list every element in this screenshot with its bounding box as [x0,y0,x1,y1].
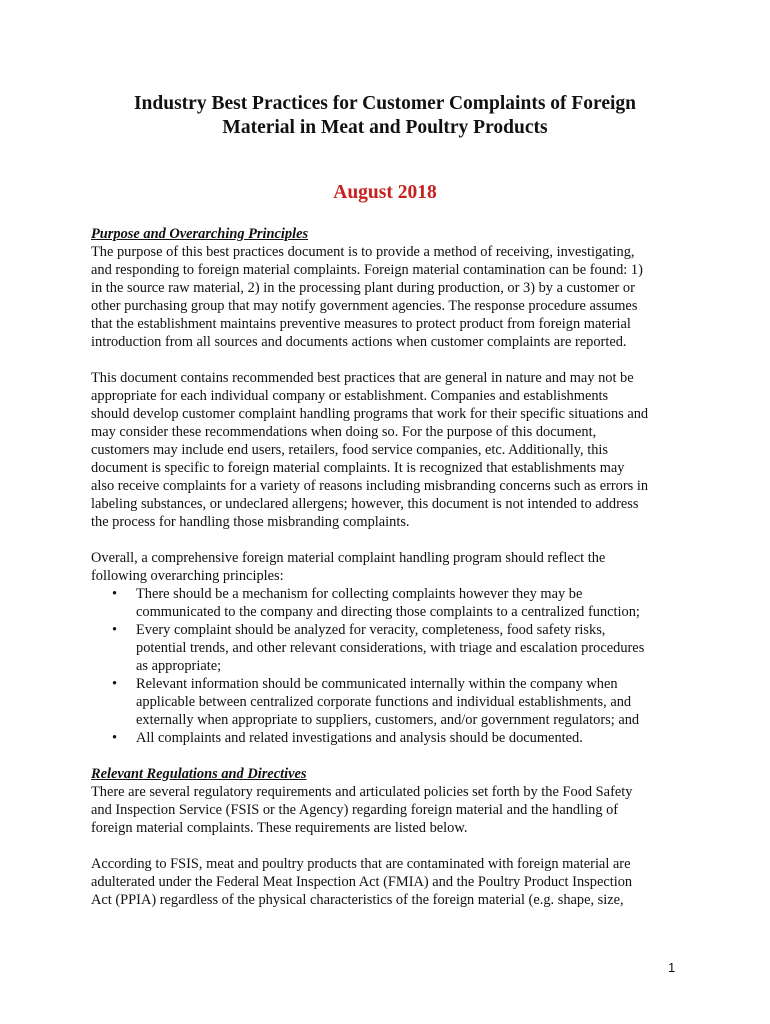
document-body [91,225,686,927]
document-title-line-1: Industry Best Practices for Customer Complaints of Foreign [133,93,637,114]
paragraph-line: document is specific to foreign material complaints. It is recognized that establishments may [91,460,625,476]
paragraph-line: the process for handling those misbranding complaints. [91,514,410,530]
paragraph-line: also receive complaints for a variety of reasons including misbranding concerns such as errors in [91,478,649,494]
paragraph-principles-intro [91,549,686,585]
bullet-line: as appropriate; [136,658,222,674]
paragraph-line: The purpose of this best practices document is to provide a method of receiving, investigating, [91,244,635,260]
document-date: August 2018 [333,182,437,203]
section-heading-regulations: Relevant Regulations and Directives [91,766,307,782]
document-title-line-2: Material in Meat and Poultry Products [222,117,548,138]
paragraph-line: may consider these recommendations when doing so. For the purpose of this document, [91,424,597,440]
paragraph-line: should develop customer complaint handling programs that work for their specific situations and [91,406,649,422]
paragraph-line: customers may include end users, retailers, food service companies, etc. Additionally, this [91,442,608,458]
bullet-line: All complaints and related investigations and analysis should be documented. [136,730,583,746]
bullet-icon: • [112,586,118,602]
paragraph-line: adulterated under the Federal Meat Inspection Act (FMIA) and the Poultry Product Inspection [91,874,633,890]
paragraph-line: in the source raw material, 2) in the processing plant during production, or 3) by a customer or [91,280,635,296]
bullet-line: Every complaint should be analyzed for veracity, completeness, food safety risks, [136,622,606,638]
paragraph-line: and responding to foreign material complaints. Foreign material contamination can be found: 1) [91,262,643,278]
principles-bullet-list [91,585,686,747]
paragraph-line: According to FSIS, meat and poultry products that are contaminated with foreign material are [91,856,631,872]
paragraph-line: There are several regulatory requirements and articulated policies set forth by the Food Safety [91,784,633,800]
paragraph-line: and Inspection Service (FSIS or the Agency) regarding foreign material and the handling of [91,802,619,818]
bullet-line: There should be a mechanism for collecting complaints however they may be [136,586,583,602]
paragraph-line: This document contains recommended best practices that are general in nature and may not be [91,370,634,386]
bullet-item [91,729,686,747]
bullet-item [91,585,686,621]
paragraph-line: labeling substances, or undeclared allergens; however, this document is not intended to address [91,496,639,512]
paragraph-regulations [91,783,686,837]
paragraph-line: Overall, a comprehensive foreign material complaint handling program should reflect the [91,550,606,566]
paragraph-line: appropriate for each individual company or establishment. Companies and establishments [91,388,609,404]
paragraph-scope [91,369,686,531]
bullet-icon: • [112,676,118,692]
paragraph-line: other purchasing group that may notify government agencies. The response procedure assumes [91,298,638,314]
section-heading-purpose: Purpose and Overarching Principles [91,226,309,242]
bullet-line: potential trends, and other relevant considerations, with triage and escalation procedures [136,640,645,656]
bullet-icon: • [112,622,118,638]
bullet-item [91,621,686,675]
paragraph-purpose [91,243,686,351]
paragraph-line: that the establishment maintains preventive measures to protect product from foreign material [91,316,631,332]
paragraph-fsis [91,855,686,909]
bullet-line: communicated to the company and directing those complaints to a centralized function; [136,604,640,620]
bullet-item [91,675,686,729]
bullet-icon: • [112,730,118,746]
paragraph-line: foreign material complaints. These requirements are listed below. [91,820,468,836]
paragraph-line: Act (PPIA) regardless of the physical characteristics of the foreign material (e.g. shape, size, [91,892,624,908]
bullet-line: Relevant information should be communicated internally within the company when [136,676,618,692]
bullet-line: applicable between centralized corporate functions and individual establishments, and [136,694,632,710]
paragraph-line: introduction from all sources and documents actions when customer complaints are reported. [91,334,627,350]
paragraph-line: following overarching principles: [91,568,284,584]
title-block [0,92,770,205]
page-number: 1 [668,960,676,975]
bullet-line: externally when appropriate to suppliers, customers, and/or government regulators; and [136,712,640,728]
